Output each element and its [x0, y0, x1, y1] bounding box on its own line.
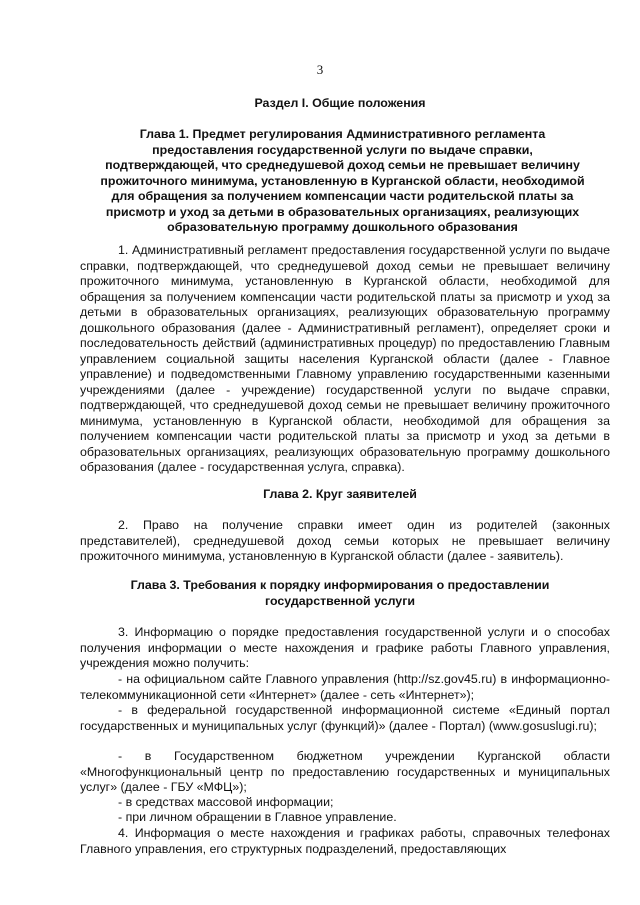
chapter3-title: Глава 3. Требования к порядку информирования о предоставлении государственной услуги: [130, 578, 550, 608]
list-item: - в федеральной государственной информационной системе «Единый портал государственных и муниципальных услуг (функций)» (далее - Портал) (www.gosuslugi.ru);: [80, 703, 610, 733]
paragraph-2: 2. Право на получение справки имеет один из родителей (законных представителей), среднедушевой доход семьи которых не превышает величину прожиточного минимума, установленную в Курганской области (далее - заявитель).: [80, 518, 610, 563]
paragraph-4: 4. Информация о месте нахождения и графиках работы, справочных телефонах Главного управления, его структурных подразделений, предоставляющих: [80, 826, 610, 856]
page-number: 3: [316, 62, 324, 77]
list-item: - в Государственном бюджетном учреждении Курганской области «Многофункциональный центр по предоставлению государственных и муниципальных услуг» (далее - ГБУ «МФЦ»);: [80, 749, 610, 794]
paragraph-3: 3. Информацию о порядке предоставления государственной услуги и о способах получения информации о месте нахождения и графике работы Главного управления, учреждения можно получить:: [80, 625, 610, 670]
section-title: Раздел I. Общие положения: [254, 96, 426, 110]
chapter2-title: Глава 2. Круг заявителей: [263, 487, 417, 501]
list-item: - на официальном сайте Главного управления (http://sz.gov45.ru) в информационно-телекоммуникационной сети «Интернет» (далее - сеть «Интернет»);: [80, 672, 610, 702]
list-item: - при личном обращении в Главное управление.: [118, 810, 397, 824]
list-item: - в средствах массовой информации;: [118, 795, 334, 809]
paragraph-1: 1. Административный регламент предоставления государственной услуги по выдаче справки, подтверждающей, что среднедушевой доход семьи не превышает величину прожиточного минимума, установленную в Курганской области, необходимой для обращения за получением компенсации части родительской платы за присмотр и уход за детьми в образовательных организациях, реализующих образовательную программу дошкольного образования (далее - Административный регламент), определяет сроки и последовательность действий (административных процедур) по предоставлению Главным управлением социальной защиты населения Курганской области (далее - Главное управление) и подведомственными Главному управлению государственными казенными учреждениями (далее - учреждение) государственной услуги по выдаче справки, подтверждающей, что среднедушевой доход семьи не превышает величину прожиточного минимума, установленную в Курганской области, необходимой для обращения за получением компенсации части родительской платы за присмотр и уход за детьми в образовательных организациях, реализующих образовательную программу дошкольного образования (далее - государственная услуга, справка).: [80, 243, 610, 474]
chapter1-title: Глава 1. Предмет регулирования Административного регламента предоставления государственной услуги по выдаче справки, подтверждающей, что среднедушевой доход семьи не превышает величину прожиточного минимума, установленную в Курганской области, необходимой для обращения за получением компенсации части родительской платы за присмотр и уход за детьми в образовательных организациях, реализующих образовательную программу дошкольного образования: [100, 127, 585, 234]
